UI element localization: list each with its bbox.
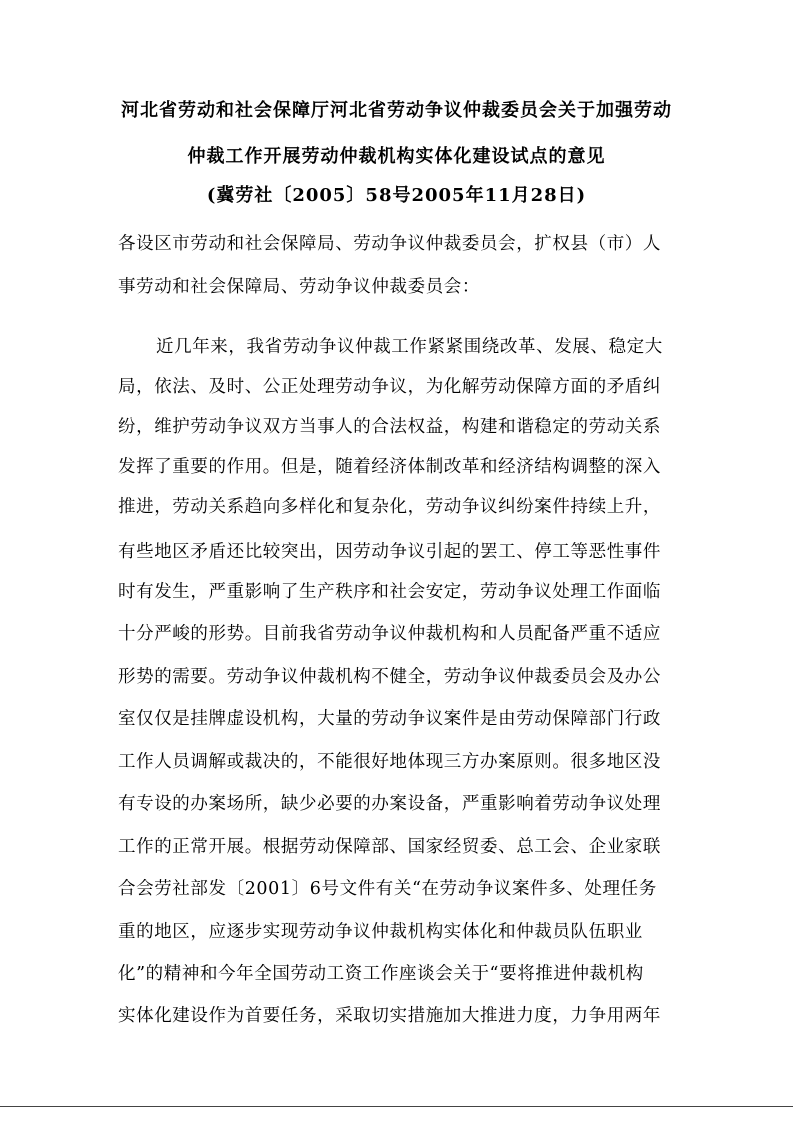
paragraph-line: 有些地区矛盾还比较突出，因劳动争议引起的罢工、停工等恶性事件	[118, 542, 661, 562]
paragraph-line: 形势的需要。劳动争议仲裁机构不健全，劳动争议仲裁委员会及办公	[118, 667, 661, 687]
paragraph-line: 推进，劳动关系趋向多样化和复杂化，劳动争议纠纷案件持续上升，	[118, 497, 661, 517]
paragraph-line: 近几年来，我省劳动争议仲裁工作紧紧围绕改革、发展、稳定大	[156, 337, 663, 357]
page-bottom-divider	[0, 1106, 793, 1107]
paragraph-line: 化”的精神和今年全国劳动工资工作座谈会关于“要将推进仲裁机构	[118, 964, 644, 984]
salutation-line: 各设区市劳动和社会保障局、劳动争议仲裁委员会，扩权县（市）人	[118, 234, 661, 254]
paragraph-line: 实体化建设作为首要任务，采取切实措施加大推进力度，力争用两年	[118, 1006, 661, 1026]
paragraph-line: 重的地区，应逐步实现劳动争议仲裁机构实体化和仲裁员队伍职业	[118, 922, 643, 942]
paragraph-line: 室仅仅是挂牌虚设机构，大量的劳动争议案件是由劳动保障部门行政	[118, 709, 661, 729]
document-reference-line: (冀劳社〔2005〕58号2005年11月28日)	[206, 185, 587, 206]
salutation-line: 事劳动和社会保障局、劳动争议仲裁委员会：	[118, 277, 480, 297]
document-title-line-2: 仲裁工作开展劳动仲裁机构实体化建设试点的意见	[187, 146, 606, 167]
paragraph-line: 工作人员调解或裁决的，不能很好地体现三方办案原则。很多地区没	[118, 752, 661, 772]
paragraph-line: 时有发生，严重影响了生产秩序和社会安定，劳动争议处理工作面临	[118, 582, 661, 602]
paragraph-line: 合会劳社部发〔2001〕6号文件有关“在劳动争议案件多、处理任务	[118, 879, 657, 899]
paragraph-line: 纷，维护劳动争议双方当事人的合法权益，构建和谐稳定的劳动关系	[118, 417, 661, 437]
document-title-line-1: 河北省劳动和社会保障厅河北省劳动争议仲裁委员会关于加强劳动	[121, 100, 672, 121]
paragraph-line: 发挥了重要的作用。但是，随着经济体制改革和经济结构调整的深入	[118, 457, 661, 477]
paragraph-line: 有专设的办案场所，缺少必要的办案设备，严重影响着劳动争议处理	[118, 794, 661, 814]
paragraph-line: 十分严峻的形势。目前我省劳动争议仲裁机构和人员配备严重不适应	[118, 624, 661, 644]
paragraph-line: 局，依法、及时、公正处理劳动争议，为化解劳动保障方面的矛盾纠	[118, 377, 661, 397]
paragraph-line: 工作的正常开展。根据劳动保障部、国家经贸委、总工会、企业家联	[118, 837, 661, 857]
